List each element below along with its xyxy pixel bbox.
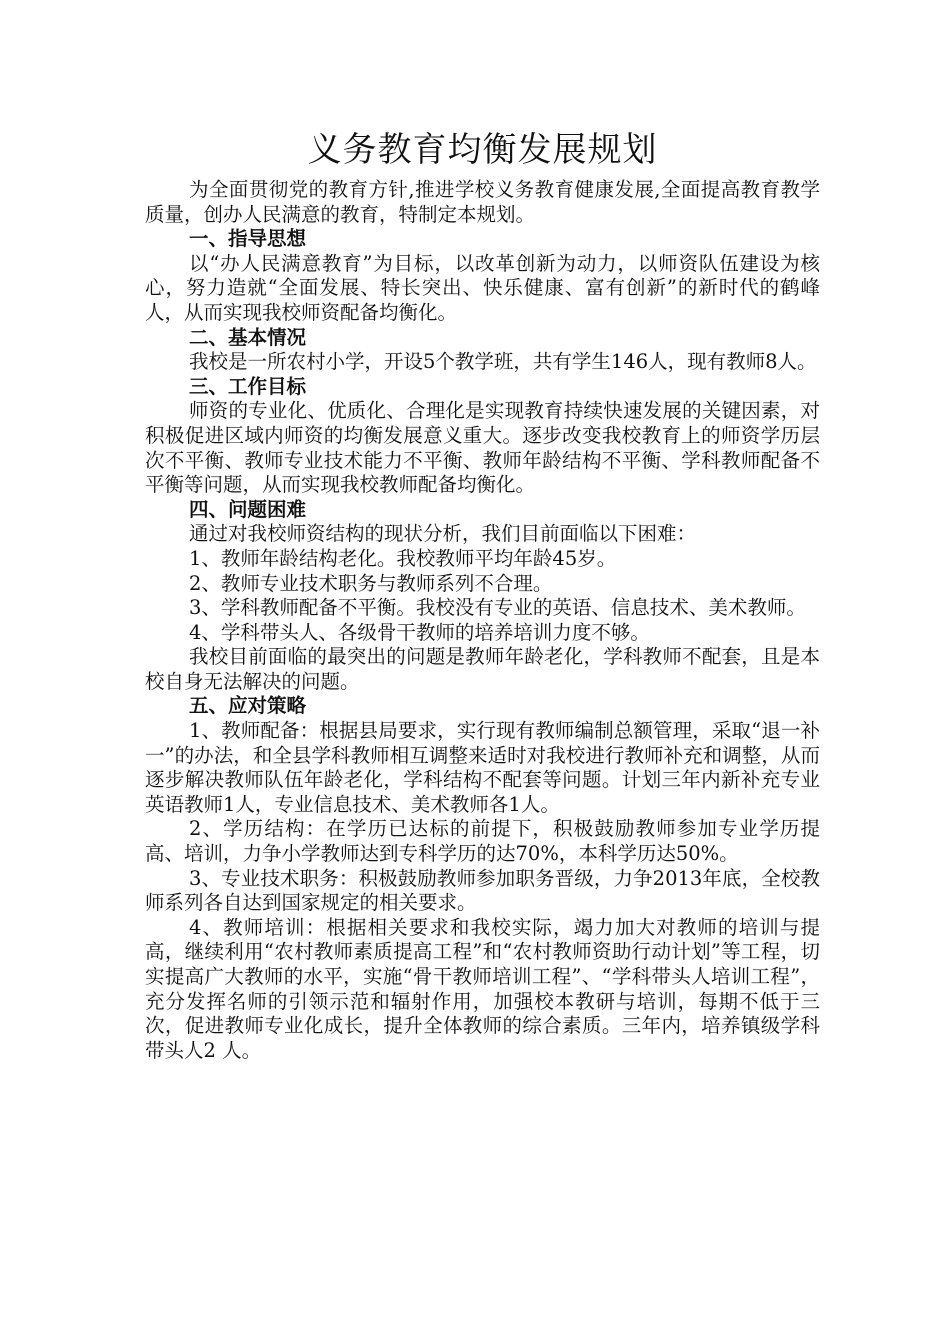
section-heading-guiding-ideology: 一、指导思想 — [189, 227, 307, 251]
problem-item-2: 2、教师专业技术职务与教师系列不合理。 — [189, 571, 553, 595]
work-goals-paragraph: 师资的专业化、优质化、合理化是实现教育持续快速发展的关键因素，对积极促进区域内师资的均衡发展意义重大。逐步改变我校教育上的师资学历层次不平衡、教师专业技术能力不平衡、教师年龄结构不平衡、学科教师配备不平衡等问题，从而实现我校教师配备均衡化。 — [145, 399, 820, 497]
guiding-ideology-paragraph: 以“办人民满意教育”为目标，以改革创新为动力，以师资队伍建设为核心，努力造就“全面发展、特长突出、快乐健康、富有创新”的新时代的鹤峰人，从而实现我校师资配备均衡化。 — [145, 251, 820, 324]
document-page — [145, 128, 820, 1063]
basic-situation-paragraph: 我校是一所农村小学，开设5个教学班，共有学生146人，现有教师8人。 — [189, 350, 817, 374]
problems-intro-paragraph: 通过对我校师资结构的现状分析，我们目前面临以下困难： — [189, 522, 697, 546]
problems-summary-paragraph: 我校目前面临的最突出的问题是教师年龄老化，学科教师不配套，且是本校自身无法解决的问题。 — [145, 645, 820, 693]
problem-item-3: 3、学科教师配备不平衡。我校没有专业的英语、信息技术、美术教师。 — [189, 596, 806, 620]
strategy-item-4: 4、教师培训：根据相关要求和我校实际，竭力加大对教师的培训与提高，继续利用“农村教师素质提高工程”和“农村教师资助行动计划”等工程，切实提高广大教师的水平，实施“骨干教师培训工程”、“学科带头人培训工程”，充分发挥名师的引领示范和辐射作用，加强校本教研与培训，每期不低于三次，促进教师专业化成长，提升全体教师的综合素质。三年内，培养镇级学科带头人2 人。 — [145, 915, 820, 1062]
strategy-item-1: 1、教师配备：根据县局要求，实行现有教师编制总额管理，采取“退一补一”的办法，和全县学科教师相互调整来适时对我校进行教师补充和调整，从而逐步解决教师队伍年龄老化，学科结构不配套等问题。计划三年内新补充专业英语教师1人，专业信息技术、美术教师各1人。 — [145, 719, 820, 816]
strategy-item-3: 3、专业技术职务：积极鼓励教师参加职务晋级，力争2013年底，全校教师系列各自达到国家规定的相关要求。 — [145, 866, 820, 915]
strategy-item-2: 2、学历结构：在学历已达标的前提下，积极鼓励教师参加专业学历提高、培训，力争小学教师达到专科学历的达70%，本科学历达50%。 — [145, 817, 820, 866]
section-heading-work-goals: 三、工作目标 — [189, 374, 307, 398]
section-heading-basic-situation: 二、基本情况 — [189, 325, 307, 349]
section-heading-strategies: 五、应对策略 — [189, 694, 307, 718]
intro-paragraph: 为全面贯彻党的教育方针,推进学校义务教育健康发展,全面提高教育教学质量，创办人民满意的教育，特制定本规划。 — [145, 178, 820, 226]
document-title: 义务教育均衡发展规划 — [307, 130, 658, 170]
problem-item-1: 1、教师年龄结构老化。我校教师平均年龄45岁。 — [189, 546, 617, 570]
section-heading-problems: 四、问题困难 — [189, 497, 307, 521]
problem-item-4: 4、学科带头人、各级骨干教师的培养培训力度不够。 — [189, 620, 650, 644]
